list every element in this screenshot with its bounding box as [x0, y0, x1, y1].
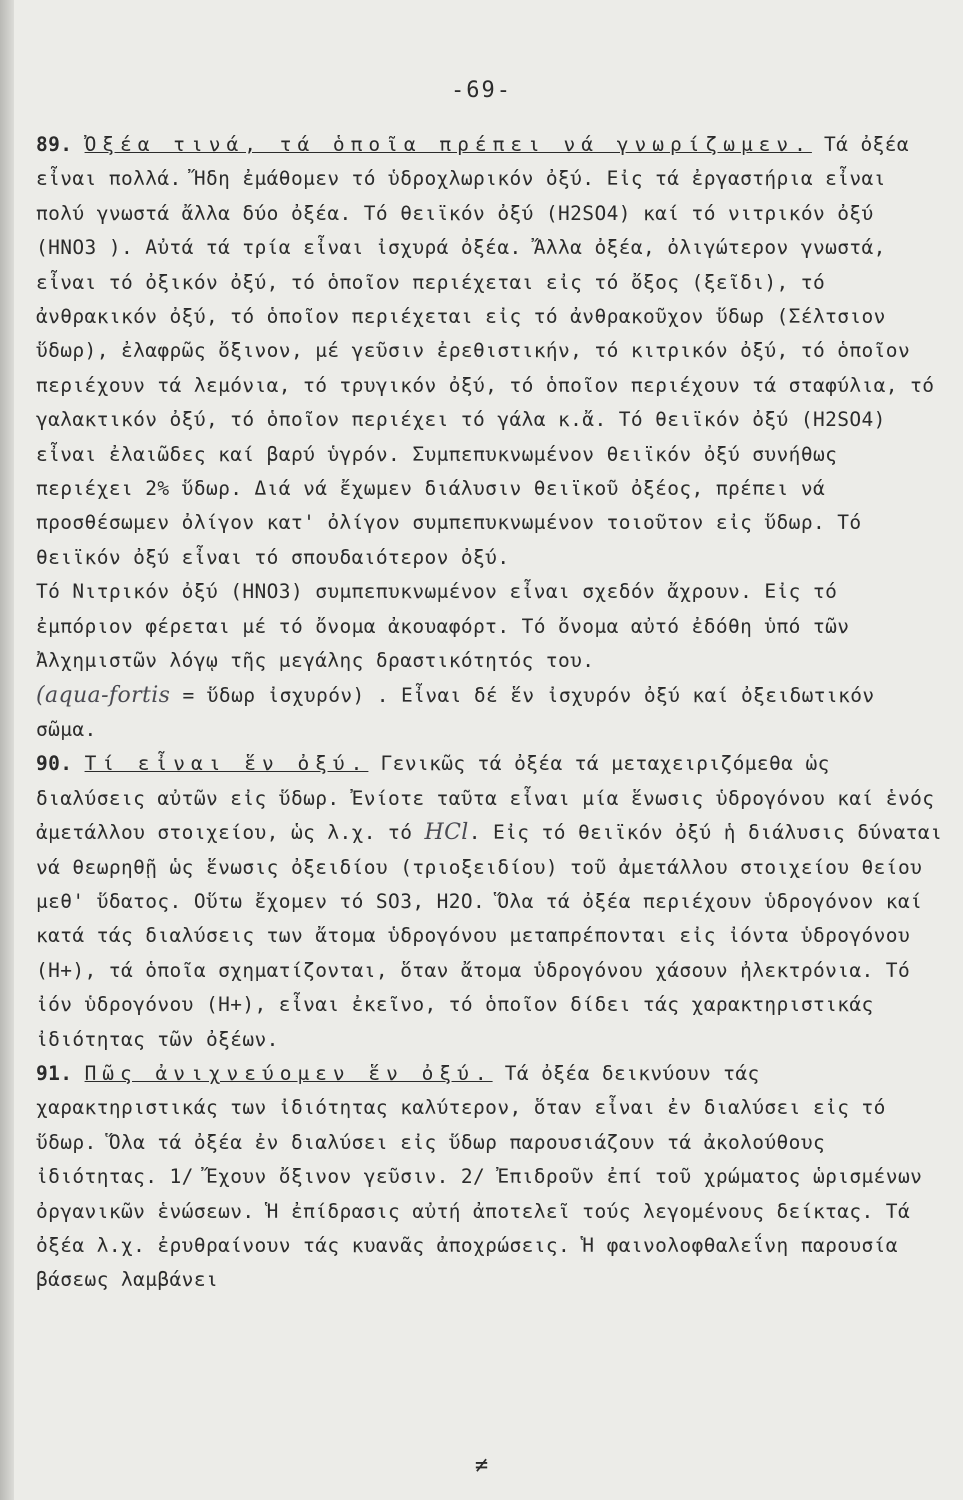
section-heading: Τί εἶναι ἕν ὀξύ.: [84, 752, 369, 776]
section-number: 89.: [36, 133, 73, 156]
document-body: [36, 128, 943, 1298]
paragraph-89: [36, 128, 943, 575]
page-number: -69-: [451, 78, 512, 103]
scan-edge: [0, 0, 14, 1500]
footer-mark: ≠: [474, 1453, 489, 1478]
paragraph-91: [36, 1057, 943, 1298]
paragraph-89-aquafortis: [36, 679, 943, 748]
paragraph-text: = ὕδωρ ἰσχυρόν) . Εἶναι δέ ἕν ἰσχυρόν ὀξύ καί ὀξειδωτικόν σῶμα.: [36, 683, 875, 741]
section-heading: Πῶς ἀνιχνεύομεν ἕν ὀξύ.: [84, 1061, 493, 1085]
paragraph-text: Τά ὀξέα εἶναι πολλά. Ἤδη ἐμάθομεν τό ὑδροχλωρικόν ὀξύ. Εἰς τά ἐργαστήρια εἶναι πολύ γνωστά ἄλλα δύο ὀξέα. Τό θειϊκόν ὀξύ (H2SO4) καί τό νιτρικόν ὀξύ (HNO3 ). Αὐτά τά τρία εἶναι ἰσχυρά ὀξέα. Ἄλλα ὀξέα, ὀλιγώτερον γνωστά, εἶναι τό ὀξικόν ὀξύ, τό ὁποῖον περιέχεται εἰς τό ὄξος (ξεῖδι), τό ἀνθρακικόν ὀξύ, τό ὁποῖον περιέχεται εἰς τό ἀνθρακοῦχον ὕδωρ (Σέλτσιον ὕδωρ), ἐλαφρῶς ὄξινον, μέ γεῦσιν ἐρεθιστικήν, τό κιτρικόν ὀξύ, τό ὁποῖον περιέχουν τά λεμόνια, τό τρυγικόν ὀξύ, τό ὁποῖον περιέχουν τά σταφύλια, τό γαλακτικόν ὀξύ, τό ὁποῖον περιέχει τό γάλα κ.ἄ. Τό θειϊκόν ὀξύ (H2SO4) εἶναι ἐλαιῶδες καί βαρύ ὑγρόν. Συμπεπυκνωμένον θειϊκόν ὀξύ συνήθως περιέχει 2% ὕδωρ. Διά νά ἔχωμεν διάλυσιν θειϊκοῦ ὀξέος, πρέπει νά προσθέσωμεν ὀλίγον κατ' ὀλίγον συμπεπυκνωμένον τοιοῦτον εἰς ὕδωρ. Τό θειϊκόν ὀξύ εἶναι τό σπουδαιότερον ὀξύ.: [36, 133, 935, 569]
paragraph-text: Τά ὀξέα δεικνύουν τάς χαρακτηριστικάς των ἰδιότητας καλύτερον, ὅταν εἶναι ἐν διαλύσει εἰς τό ὕδωρ. Ὅλα τά ὀξέα ἐν διαλύσει εἰς ὕδωρ παρουσιάζουν τά ἀκολούθους ἰδιότητας. 1/ Ἔχουν ὄξινον γεῦσιν. 2/ Ἐπιδροῦν ἐπί τοῦ χρώματος ὡρισμένων ὀργανικῶν ἑνώσεων. Ἡ ἐπίδρασις αὐτή ἀποτελεῖ τούς λεγομένους δείκτας. Τά ὀξέα λ.χ. ἐρυθραίνουν τάς κυανᾶς ἀποχρώσεις. Ἡ φαινολοφθαλεΐνη παρουσία βάσεως λαμβάνει: [36, 1061, 923, 1292]
section-number: 90.: [36, 752, 73, 776]
paragraph-text: . Εἰς τό θειϊκόν ὀξύ ἡ διάλυσις δύναται νά θεωρηθῇ ὡς ἕνωσις ὀξειδίου (τριοξειδίου) τοῦ ἀμετάλλου στοιχείου θείου μεθ' ὕδατος. Οὕτω ἔχομεν τό SO3, H2O. Ὅλα τά ὀξέα περιέχουν ὑδρογόνον καί κατά τάς διαλύσεις των ἄτομα ὑδρογόνου μεταπρέπονται εἰς ἰόντα ὑδρογόνου (H+), τά ὁποῖα σχηματίζονται, ὅταν ἄτομα ὑδρογόνου χάσουν ἠλεκτρόνια. Τό ἰόν ὑδρογόνου (H+), εἶναι ἐκεῖνο, τό ὁποῖον δίδει τάς χαρακτηριστικάς ἰδιότητας τῶν ὀξέων.: [36, 821, 943, 1051]
handwritten-note: HCl: [424, 820, 469, 846]
paragraph-90: [36, 747, 943, 1057]
paragraph-text: Τό Νιτρικόν ὀξύ (HNO3) συμπεπυκνωμένον εἶναι σχεδόν ἄχρουν. Εἰς τό ἐμπόριον φέρεται μέ τό ὄνομα ἀκουαφόρτ. Τό ὄνομα αὐτό ἐδόθη ὑπό τῶν Ἀλχημιστῶν λόγῳ τῆς μεγάλης δραστικότητός του.: [36, 580, 850, 673]
paragraph-text: Γενικῶς τά ὀξέα τά μεταχειριζόμεθα ὡς διαλύσεις αὐτῶν εἰς ὕδωρ. Ἐνίοτε ταῦτα εἶναι μία ἕνωσις ὑδρογόνου καί ἑνός ἀμετάλλου στοιχείου, ὡς λ.χ. τό: [36, 752, 935, 845]
section-heading: Ὀξέα τινά, τά ὁποῖα πρέπει νά γνωρίζωμεν.: [84, 133, 812, 156]
handwritten-note: (aqua-fortis: [36, 682, 171, 708]
section-number: 91.: [36, 1061, 73, 1085]
paragraph-89-nitric: [36, 575, 943, 678]
